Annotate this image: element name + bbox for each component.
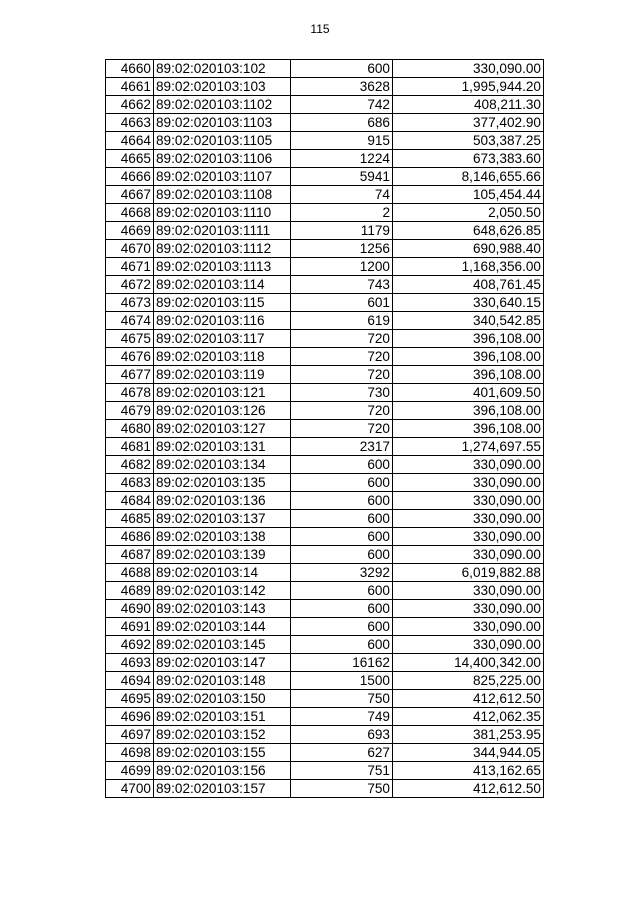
- table-row: [106, 564, 544, 582]
- row-number-cell: 4666: [106, 168, 154, 186]
- cadastral-value-cell: 396,108.00: [393, 402, 544, 420]
- table-row: [106, 78, 544, 96]
- area-cell: 720: [291, 402, 393, 420]
- area-cell: 600: [291, 600, 393, 618]
- row-number-cell: 4686: [106, 528, 154, 546]
- area-cell: 742: [291, 96, 393, 114]
- cadastral-value-cell: 8,146,655.66: [393, 168, 544, 186]
- row-number-cell: 4697: [106, 726, 154, 744]
- cadastral-number-cell: 89:02:020103:151: [154, 708, 291, 726]
- cadastral-number-cell: 89:02:020103:142: [154, 582, 291, 600]
- cadastral-value-cell: 673,383.60: [393, 150, 544, 168]
- area-cell: 1200: [291, 258, 393, 276]
- area-cell: 1256: [291, 240, 393, 258]
- table-row: [106, 186, 544, 204]
- table-row: [106, 600, 544, 618]
- row-number-cell: 4662: [106, 96, 154, 114]
- cadastral-value-cell: 330,090.00: [393, 582, 544, 600]
- cadastral-value-cell: 330,640.15: [393, 294, 544, 312]
- row-number-cell: 4683: [106, 474, 154, 492]
- table-row: [106, 456, 544, 474]
- table-row: [106, 114, 544, 132]
- area-cell: 600: [291, 474, 393, 492]
- cadastral-value-cell: 105,454.44: [393, 186, 544, 204]
- cadastral-value-cell: 330,090.00: [393, 546, 544, 564]
- table-row: [106, 672, 544, 690]
- row-number-cell: 4682: [106, 456, 154, 474]
- row-number-cell: 4671: [106, 258, 154, 276]
- area-cell: 720: [291, 348, 393, 366]
- cadastral-value-cell: 412,062.35: [393, 708, 544, 726]
- area-cell: 743: [291, 276, 393, 294]
- row-number-cell: 4668: [106, 204, 154, 222]
- row-number-cell: 4661: [106, 78, 154, 96]
- table-row: [106, 348, 544, 366]
- cadastral-value-cell: 408,211.30: [393, 96, 544, 114]
- cadastral-value-cell: 412,612.50: [393, 780, 544, 798]
- area-cell: 1500: [291, 672, 393, 690]
- row-number-cell: 4698: [106, 744, 154, 762]
- cadastral-number-cell: 89:02:020103:137: [154, 510, 291, 528]
- area-cell: 16162: [291, 654, 393, 672]
- cadastral-value-cell: 330,090.00: [393, 492, 544, 510]
- cadastral-number-cell: 89:02:020103:155: [154, 744, 291, 762]
- row-number-cell: 4685: [106, 510, 154, 528]
- cadastral-value-cell: 1,995,944.20: [393, 78, 544, 96]
- cadastral-number-cell: 89:02:020103:152: [154, 726, 291, 744]
- table-row: [106, 780, 544, 798]
- row-number-cell: 4665: [106, 150, 154, 168]
- area-cell: 601: [291, 294, 393, 312]
- table-row: [106, 294, 544, 312]
- row-number-cell: 4669: [106, 222, 154, 240]
- cadastral-number-cell: 89:02:020103:1111: [154, 222, 291, 240]
- cadastral-number-cell: 89:02:020103:114: [154, 276, 291, 294]
- area-cell: 619: [291, 312, 393, 330]
- cadastral-number-cell: 89:02:020103:1110: [154, 204, 291, 222]
- table-row: [106, 492, 544, 510]
- table-row: [106, 654, 544, 672]
- area-cell: 693: [291, 726, 393, 744]
- row-number-cell: 4687: [106, 546, 154, 564]
- area-cell: 600: [291, 546, 393, 564]
- cadastral-value-cell: 381,253.95: [393, 726, 544, 744]
- cadastral-value-cell: 330,090.00: [393, 600, 544, 618]
- cadastral-value-cell: 330,090.00: [393, 510, 544, 528]
- row-number-cell: 4693: [106, 654, 154, 672]
- cadastral-number-cell: 89:02:020103:144: [154, 618, 291, 636]
- cadastral-number-cell: 89:02:020103:115: [154, 294, 291, 312]
- table-row: [106, 636, 544, 654]
- cadastral-number-cell: 89:02:020103:135: [154, 474, 291, 492]
- cadastral-number-cell: 89:02:020103:143: [154, 600, 291, 618]
- cadastral-number-cell: 89:02:020103:157: [154, 780, 291, 798]
- cadastral-value-cell: 396,108.00: [393, 420, 544, 438]
- table-row: [106, 762, 544, 780]
- cadastral-number-cell: 89:02:020103:116: [154, 312, 291, 330]
- row-number-cell: 4664: [106, 132, 154, 150]
- cadastral-number-cell: 89:02:020103:147: [154, 654, 291, 672]
- row-number-cell: 4679: [106, 402, 154, 420]
- row-number-cell: 4680: [106, 420, 154, 438]
- table-row: [106, 528, 544, 546]
- row-number-cell: 4670: [106, 240, 154, 258]
- cadastral-value-cell: 825,225.00: [393, 672, 544, 690]
- area-cell: 3292: [291, 564, 393, 582]
- row-number-cell: 4673: [106, 294, 154, 312]
- cadastral-value-cell: 330,090.00: [393, 636, 544, 654]
- area-cell: 600: [291, 528, 393, 546]
- table-row: [106, 366, 544, 384]
- area-cell: 750: [291, 780, 393, 798]
- cadastral-number-cell: 89:02:020103:1113: [154, 258, 291, 276]
- cadastral-value-cell: 2,050.50: [393, 204, 544, 222]
- area-cell: 600: [291, 636, 393, 654]
- area-cell: 600: [291, 510, 393, 528]
- cadastral-number-cell: 89:02:020103:131: [154, 438, 291, 456]
- cadastral-value-cell: 330,090.00: [393, 618, 544, 636]
- cadastral-number-cell: 89:02:020103:138: [154, 528, 291, 546]
- cadastral-value-cell: 330,090.00: [393, 60, 544, 78]
- area-cell: 751: [291, 762, 393, 780]
- area-cell: 5941: [291, 168, 393, 186]
- area-cell: 2: [291, 204, 393, 222]
- cadastral-number-cell: 89:02:020103:121: [154, 384, 291, 402]
- cadastral-number-cell: 89:02:020103:102: [154, 60, 291, 78]
- area-cell: 720: [291, 330, 393, 348]
- area-cell: 730: [291, 384, 393, 402]
- cadastral-number-cell: 89:02:020103:139: [154, 546, 291, 564]
- cadastral-number-cell: 89:02:020103:1105: [154, 132, 291, 150]
- table-row: [106, 240, 544, 258]
- row-number-cell: 4699: [106, 762, 154, 780]
- table-row: [106, 276, 544, 294]
- row-number-cell: 4675: [106, 330, 154, 348]
- table-row: [106, 726, 544, 744]
- cadastral-value-cell: 6,019,882.88: [393, 564, 544, 582]
- row-number-cell: 4681: [106, 438, 154, 456]
- cadastral-number-cell: 89:02:020103:126: [154, 402, 291, 420]
- table-row: [106, 258, 544, 276]
- row-number-cell: 4694: [106, 672, 154, 690]
- cadastral-number-cell: 89:02:020103:103: [154, 78, 291, 96]
- table-row: [106, 474, 544, 492]
- table-row: [106, 222, 544, 240]
- cadastral-value-cell: 648,626.85: [393, 222, 544, 240]
- cadastral-value-cell: 396,108.00: [393, 330, 544, 348]
- area-cell: 2317: [291, 438, 393, 456]
- cadastral-value-cell: 330,090.00: [393, 474, 544, 492]
- table-row: [106, 150, 544, 168]
- table-row: [106, 510, 544, 528]
- row-number-cell: 4678: [106, 384, 154, 402]
- table-row: [106, 132, 544, 150]
- table-row: [106, 690, 544, 708]
- cadastral-value-cell: 344,944.05: [393, 744, 544, 762]
- cadastral-number-cell: 89:02:020103:119: [154, 366, 291, 384]
- row-number-cell: 4667: [106, 186, 154, 204]
- row-number-cell: 4700: [106, 780, 154, 798]
- cadastral-number-cell: 89:02:020103:118: [154, 348, 291, 366]
- area-cell: 750: [291, 690, 393, 708]
- area-cell: 600: [291, 456, 393, 474]
- area-cell: 600: [291, 618, 393, 636]
- area-cell: 720: [291, 420, 393, 438]
- area-cell: 600: [291, 582, 393, 600]
- row-number-cell: 4696: [106, 708, 154, 726]
- row-number-cell: 4674: [106, 312, 154, 330]
- cadastral-value-cell: 396,108.00: [393, 366, 544, 384]
- table-row: [106, 96, 544, 114]
- cadastral-number-cell: 89:02:020103:134: [154, 456, 291, 474]
- cadastral-number-cell: 89:02:020103:1103: [154, 114, 291, 132]
- area-cell: 600: [291, 492, 393, 510]
- cadastral-value-cell: 330,090.00: [393, 456, 544, 474]
- table-row: [106, 420, 544, 438]
- table-row: [106, 744, 544, 762]
- cadastral-value-cell: 503,387.25: [393, 132, 544, 150]
- table-row: [106, 204, 544, 222]
- cadastral-number-cell: 89:02:020103:145: [154, 636, 291, 654]
- cadastral-number-cell: 89:02:020103:117: [154, 330, 291, 348]
- cadastral-value-cell: 14,400,342.00: [393, 654, 544, 672]
- area-cell: 1179: [291, 222, 393, 240]
- cadastral-number-cell: 89:02:020103:150: [154, 690, 291, 708]
- row-number-cell: 4684: [106, 492, 154, 510]
- area-cell: 3628: [291, 78, 393, 96]
- cadastral-number-cell: 89:02:020103:1106: [154, 150, 291, 168]
- cadastral-value-table: [105, 59, 544, 798]
- row-number-cell: 4672: [106, 276, 154, 294]
- cadastral-number-cell: 89:02:020103:148: [154, 672, 291, 690]
- cadastral-value-cell: 1,168,356.00: [393, 258, 544, 276]
- row-number-cell: 4663: [106, 114, 154, 132]
- table-row: [106, 312, 544, 330]
- area-cell: 686: [291, 114, 393, 132]
- table-body: [106, 60, 544, 798]
- cadastral-number-cell: 89:02:020103:127: [154, 420, 291, 438]
- cadastral-value-cell: 1,274,697.55: [393, 438, 544, 456]
- row-number-cell: 4676: [106, 348, 154, 366]
- cadastral-number-cell: 89:02:020103:1102: [154, 96, 291, 114]
- cadastral-number-cell: 89:02:020103:156: [154, 762, 291, 780]
- cadastral-number-cell: 89:02:020103:136: [154, 492, 291, 510]
- area-cell: 915: [291, 132, 393, 150]
- area-cell: 74: [291, 186, 393, 204]
- row-number-cell: 4695: [106, 690, 154, 708]
- area-cell: 600: [291, 60, 393, 78]
- cadastral-value-cell: 396,108.00: [393, 348, 544, 366]
- cadastral-value-cell: 377,402.90: [393, 114, 544, 132]
- table-row: [106, 618, 544, 636]
- cadastral-value-cell: 413,162.65: [393, 762, 544, 780]
- cadastral-value-cell: 330,090.00: [393, 528, 544, 546]
- row-number-cell: 4688: [106, 564, 154, 582]
- table-row: [106, 438, 544, 456]
- table-row: [106, 60, 544, 78]
- row-number-cell: 4660: [106, 60, 154, 78]
- row-number-cell: 4677: [106, 366, 154, 384]
- cadastral-number-cell: 89:02:020103:1108: [154, 186, 291, 204]
- table-row: [106, 384, 544, 402]
- cadastral-value-cell: 401,609.50: [393, 384, 544, 402]
- table-row: [106, 168, 544, 186]
- table-row: [106, 582, 544, 600]
- row-number-cell: 4690: [106, 600, 154, 618]
- area-cell: 1224: [291, 150, 393, 168]
- cadastral-value-cell: 412,612.50: [393, 690, 544, 708]
- row-number-cell: 4692: [106, 636, 154, 654]
- cadastral-number-cell: 89:02:020103:1107: [154, 168, 291, 186]
- area-cell: 720: [291, 366, 393, 384]
- table-row: [106, 708, 544, 726]
- cadastral-value-cell: 340,542.85: [393, 312, 544, 330]
- page-number: 115: [310, 22, 330, 36]
- table-row: [106, 330, 544, 348]
- cadastral-number-cell: 89:02:020103:1112: [154, 240, 291, 258]
- cadastral-value-cell: 690,988.40: [393, 240, 544, 258]
- area-cell: 627: [291, 744, 393, 762]
- row-number-cell: 4691: [106, 618, 154, 636]
- area-cell: 749: [291, 708, 393, 726]
- cadastral-number-cell: 89:02:020103:14: [154, 564, 291, 582]
- row-number-cell: 4689: [106, 582, 154, 600]
- cadastral-value-cell: 408,761.45: [393, 276, 544, 294]
- table-row: [106, 546, 544, 564]
- table-row: [106, 402, 544, 420]
